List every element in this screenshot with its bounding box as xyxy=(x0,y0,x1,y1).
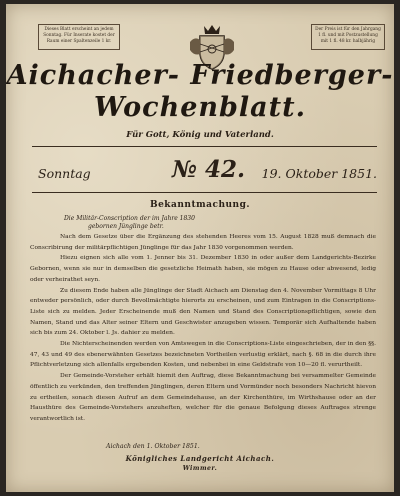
price-info-box: Der Preis ist für den Jahrgang 1 fl. und mit Postzustellung mit 1 fl. 48 kr. halbjährig xyxy=(311,24,385,50)
article-body xyxy=(30,232,376,425)
newspaper-page xyxy=(6,4,394,492)
subscription-info-box: Dieses Blatt erscheint an jedem Sonntag. Für Inserate kostet der Raum einer Spaltenzeile 1 kr. xyxy=(38,24,120,50)
paragraph: Hiezu eignen sich alle vom 1. Jenner bis 31. Dezember 1830 in oder außer dem Landgerichts-Bezirke Gebornen, wenn sie nur in demselben die gesetzliche Heimath haben, sie mögen zu Hause oder abwesend, ledig oder verheirathet seyn. xyxy=(30,255,376,283)
issue-info-row xyxy=(32,154,377,188)
bottom-rule xyxy=(32,192,377,193)
issue-number: № 42. xyxy=(172,156,246,183)
date-line: Aichach den 1. Oktober 1851. xyxy=(106,443,200,450)
paragraph: Die Nichterscheinenden werden von Amtswegen in die Conscriptions-Liste eingeschrieben, der in den §§. 47, 43 und 49 des ebenerwähnten Gesetzes bezeichneten Vortheilen verlustig erklärt, nach §. 68 in die durch ihre Pflichtverletzung sich allenfalls ergebenden Kosten, und nebenbei in eine Geldstrafe von 10—20 fl. verurtheilt. xyxy=(30,341,376,369)
signature: Wimmer. xyxy=(182,465,218,472)
tagline: Für Gott, König und Vaterland. xyxy=(126,130,274,140)
masthead-title-line2: Wochenblatt. xyxy=(94,92,306,123)
article-subtitle-2: gebornen Jünglinge betr. xyxy=(88,223,164,230)
paragraph: Zu diesem Ende haben alle Jünglinge der Stadt Aichach am Dienstag den 4. November Vormittags 8 Uhr entweder persönlich, oder durch Bevollmächtigte hierorts zu erscheinen, und zum Eintragen in die Conscriptions-Liste sich zu melden. Jeder Erscheinende muß den Namen und Stand des Conscriptionspflichtigen, sowie den Namen, Stand und das Alter seiner Eltern und Geschwister anzugeben wissen. Temporär sich Aufhaltende haben sich bis zum 24. Oktober l. Js. dahier zu melden. xyxy=(30,287,376,337)
paragraph: Nach dem Gesetze über die Ergänzung des stehenden Heeres vom 15. August 1828 muß demnach die Conscribirung der militärpflichtigen Jünglinge für das Jahr 1830 vorgenommen werden. xyxy=(30,234,376,251)
article-title: Bekanntmachung. xyxy=(149,200,251,210)
issue-date: 19. Oktober 1851. xyxy=(261,166,377,181)
authority-line: Königliches Landgericht Aichach. xyxy=(125,454,275,463)
paragraph: Der Gemeinde-Vorsteher erhält hiemit den Auftrag, diese Bekanntmachung bei versammelter Gemeinde öffentlich zu verkünden, den treffenden Jünglingen, deren Eltern und Vormünder noch besonders Nachricht hievon zu ertheilen, sonach diesen Aufruf an dem Gemeindehause, an der Kirchenthüre, im Wirthshause oder an der Hausthüre des Gemeinde-Vorstehers anzuheften, welcher für die genaue Befolgung dieses Auftrages strenge verantwortlich ist. xyxy=(30,373,376,422)
issue-day: Sonntag xyxy=(38,166,91,181)
masthead-title-line1: Aichacher- Friedberger- xyxy=(6,60,394,91)
article-subtitle-1: Die Militär-Conscription der im Jahre 1830 xyxy=(64,215,195,222)
top-rule xyxy=(32,146,377,147)
